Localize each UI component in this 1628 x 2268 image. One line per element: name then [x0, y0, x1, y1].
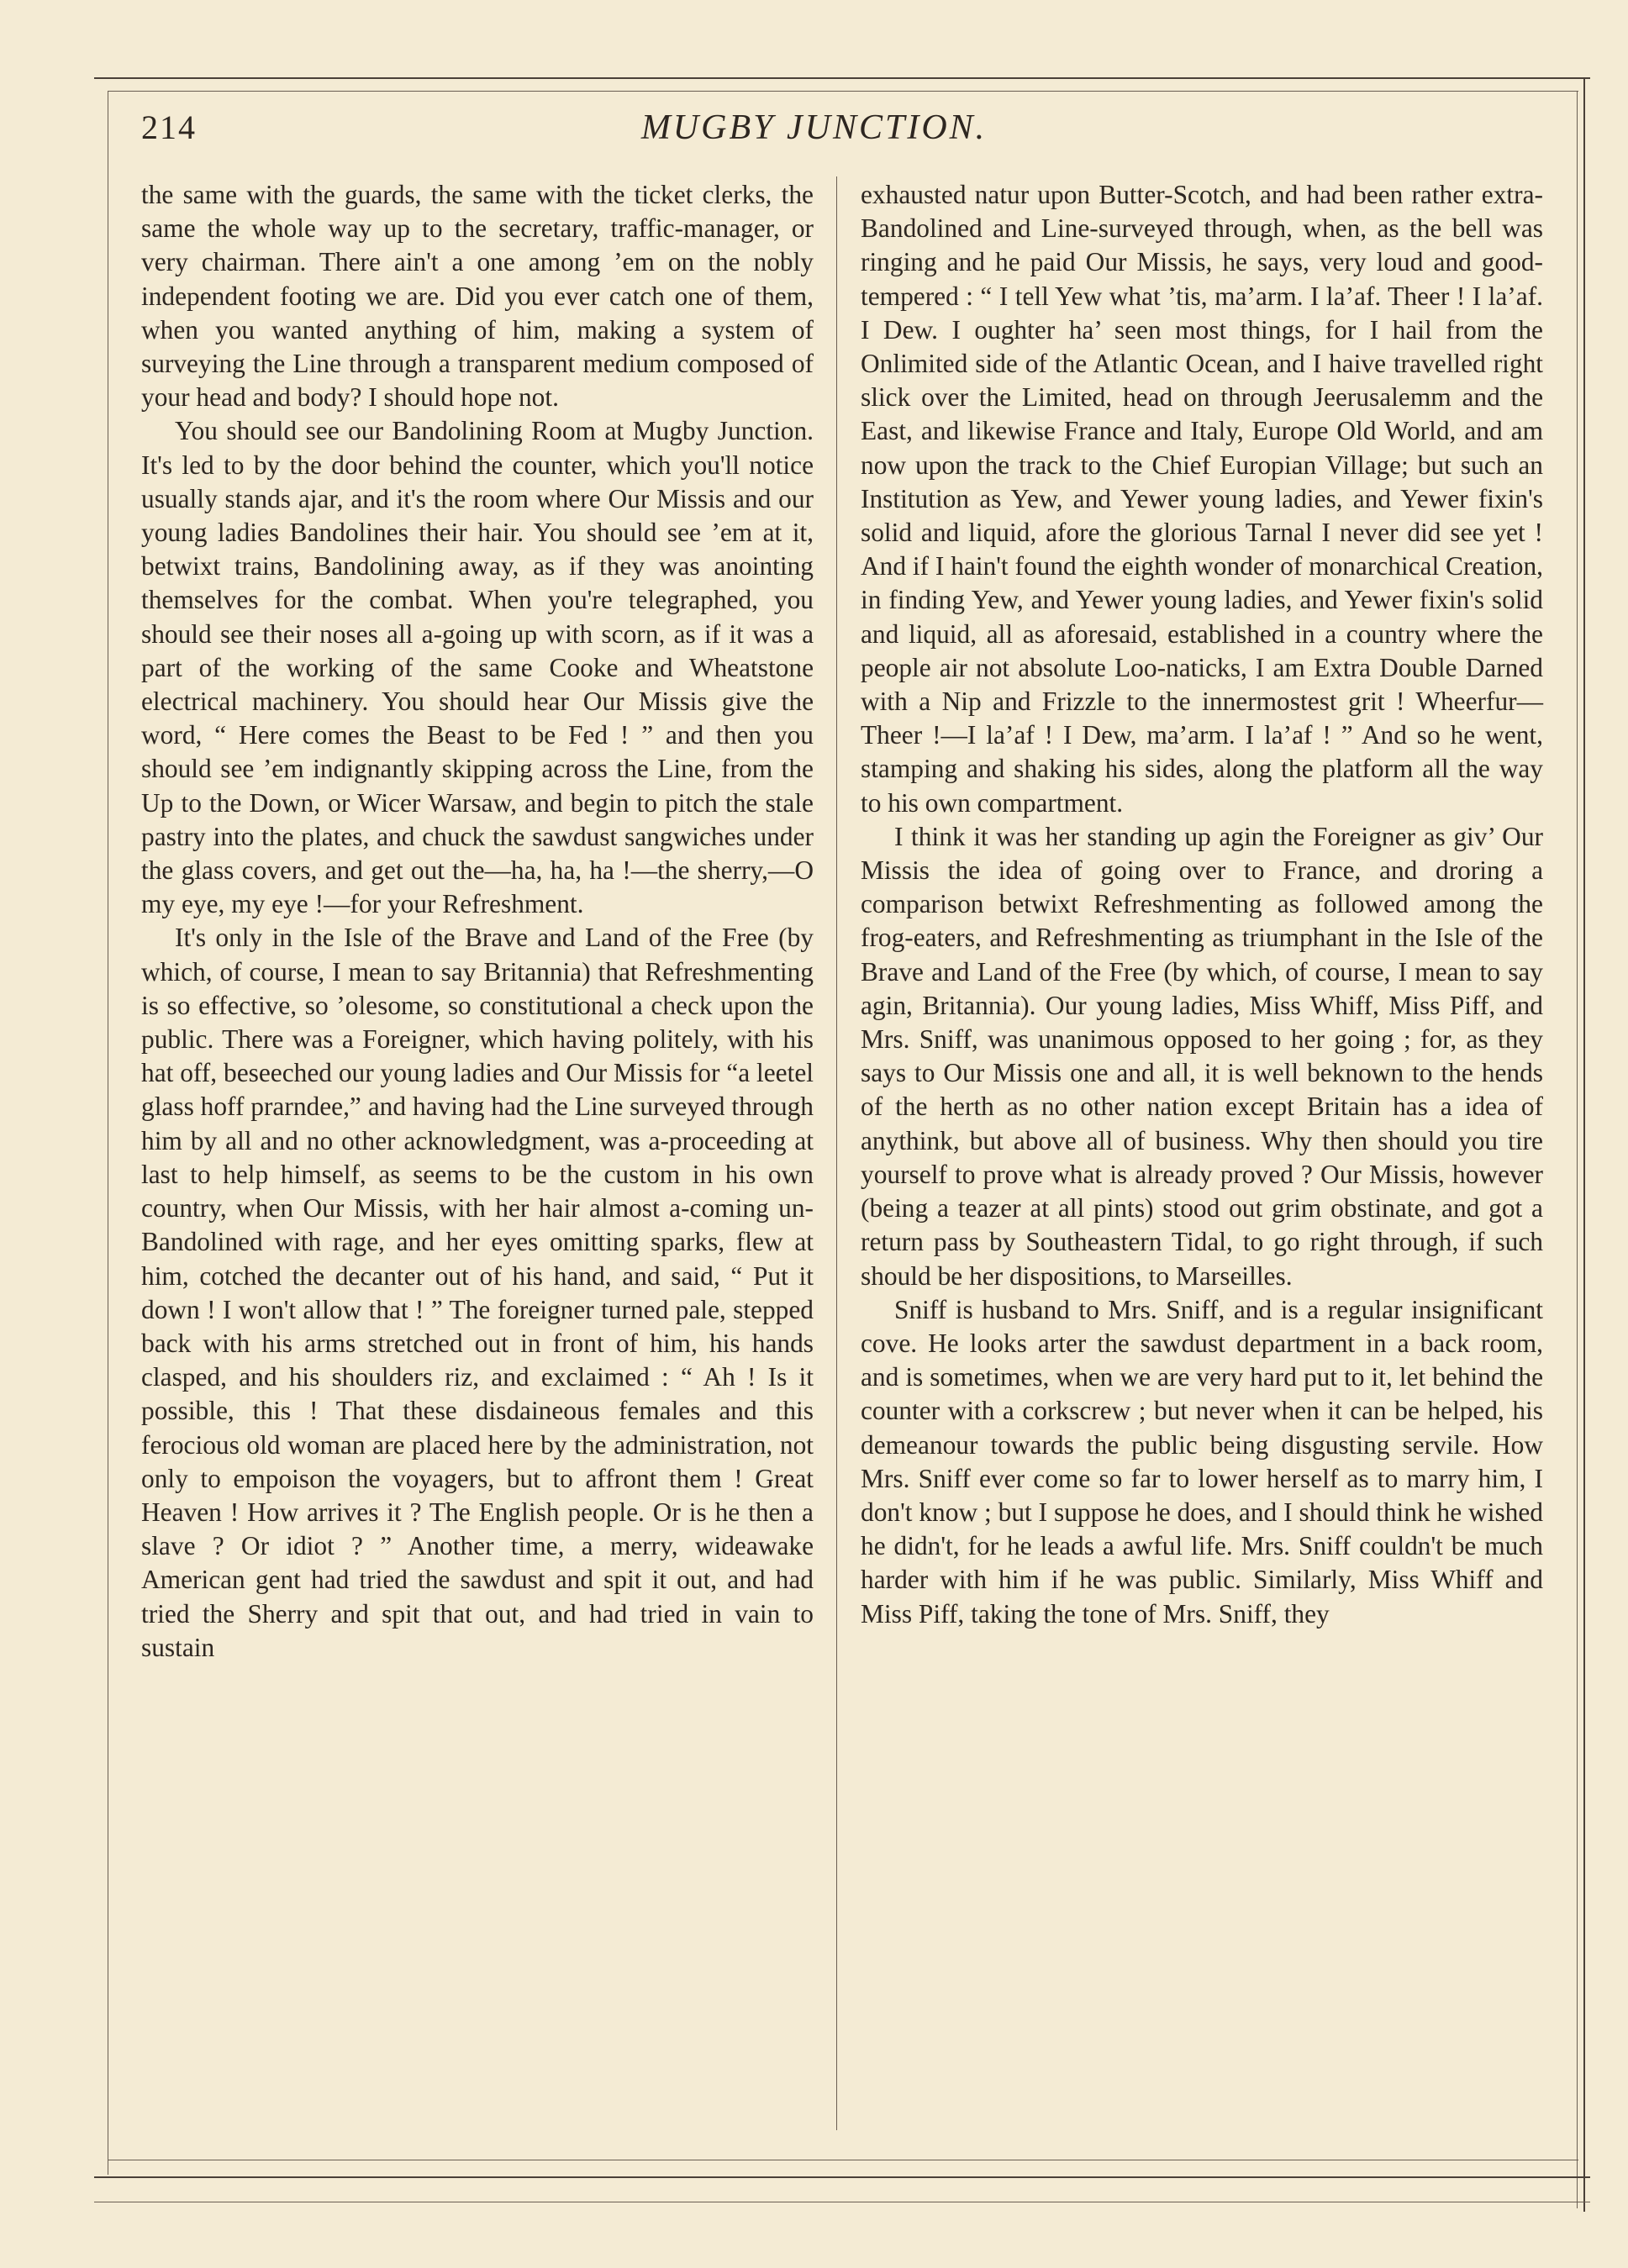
paragraph: the same with the guards, the same with the ticket clerks, the same the whole way up to the secretary, traffic-manager, or very chairman. There ain't a one among ’em on the nobly independent footing we are. Did you ever catch one of them, when you wanted anything of him, making a system of surveying the Line through a transparent medium composed of your head and body? I should hope not.	[141, 180, 814, 413]
right-column	[861, 178, 1543, 1631]
page-border-bottom	[94, 2176, 1590, 2178]
column-divider	[836, 176, 837, 2130]
running-title: MUGBY JUNCTION.	[640, 108, 988, 147]
page-border-right-inner	[1577, 91, 1578, 2208]
page-border-right	[1583, 77, 1585, 2212]
paragraph: exhausted natur upon Butter-Scotch, and had been rather extra-Bandolined and Line-surveyed through, when, as the bell was ringing and he paid Our Missis, he says, very loud and good-tempered : “ I tell Yew what ’tis, ma’arm. I la’af. Theer ! I la’af. I Dew. I oughter ha’ seen most things, for I hail from the Onlimited side of the Atlantic Ocean, and I haive travelled right slick over the Limited, head on through Jeerusalemm and the East, and likewise France and Italy, Europe Old World, and am now upon the track to the Chief Europian Village; but such an Institution as Yew, and Yewer young ladies, and Yewer fixin's solid and liquid, afore the glorious Tarnal I never did see yet ! And if I hain't found the eighth wonder of monarchical Creation, in finding Yew, and Yewer young ladies, and Yewer fixin's solid and liquid, all as aforesaid, established in a country where the people air not absolute Loo-naticks, I am Extra Double Darned with a Nip and Frizzle to the innermostest grit ! Wheerfur—Theer !—I la’af ! I Dew, ma’arm. I la’af ! ” And so he went, stamping and shaking his sides, along the platform all the way to his own compartment.	[861, 180, 1543, 818]
page-border-top-inner	[108, 91, 1578, 92]
left-column	[141, 178, 814, 1665]
paragraph: Sniff is husband to Mrs. Sniff, and is a regular insignificant cove. He looks arter the sawdust department in a back room, and is sometimes, when we are very hard put to it, let behind the counter with a corkscrew ; but never when it can be helped, his demeanour towards the public being disgusting servile. How Mrs. Sniff ever come so far to lower herself as to marry him, I don't know ; but I suppose he does, and I should think he wished he didn't, for he leads a awful life. Mrs. Sniff couldn't be much harder with him if he was public. Similarly, Miss Whiff and Miss Piff, taking the tone of Mrs. Sniff, they	[861, 1294, 1543, 1629]
paragraph: I think it was her standing up agin the Foreigner as giv’ Our Missis the idea of going over to France, and droring a comparison betwixt Refreshmenting as followed among the frog-eaters, and Refreshmenting as triumphant in the Isle of the Brave and Land of the Free (by which, of course, I mean to say agin, Britannia). Our young ladies, Miss Whiff, Miss Piff, and Mrs. Sniff, was unanimous opposed to her going ; for, as they says to Our Missis one and all, it is well beknown to the hends of the herth as no other nation except Britain has a idea of anythink, but above all of business. Why then should you tire yourself to prove what is already proved ? Our Missis, however (being a teazer at all pints) stood out grim obstinate, and got a return pass by Southeastern Tidal, to go right through, if such should be her dispositions, to Marseilles.	[861, 821, 1543, 1291]
page-border-top	[94, 77, 1590, 79]
paragraph: You should see our Bandolining Room at Mugby Junction. It's led to by the door behind the counter, which you'll notice usually stands ajar, and it's the room where Our Missis and our young ladies Bandolines their hair. You should see ’em at it, betwixt trains, Bandolining away, as if they was anointing themselves for the combat. When you're telegraphed, you should see their noses all a-going up with scorn, as if it was a part of the working of the same Cooke and Wheatstone electrical machinery. You should hear Our Missis give the word, “ Here comes the Beast to be Fed ! ” and then you should see ’em indignantly skipping across the Line, from the Up to the Down, or Wicer Warsaw, and begin to pitch the stale pastry into the plates, and chuck the sawdust sangwiches under the glass covers, and get out the—ha, ha, ha !—the sherry,—O my eye, my eye !—for your Refreshment.	[141, 416, 814, 919]
paragraph: It's only in the Isle of the Brave and Land of the Free (by which, of course, I mean to say Britannia) that Refreshmenting is so effective, so ’olesome, so constitutional a check upon the public. There was a Foreigner, which having politely, with his hat off, beseeched our young ladies and Our Missis for “a leetel glass hoff prarndee,” and having had the Line surveyed through him by all and no other acknowledgment, was a-proceeding at last to help himself, as seems to be the custom in his own country, when Our Missis, with her hair almost a-coming un-Bandolined with rage, and her eyes omitting sparks, flew at him, cotched the decanter out of his hand, and said, “ Put it down ! I won't allow that ! ” The foreigner turned pale, stepped back with his arms stretched out in front of him, his hands clasped, and his shoulders riz, and exclaimed : “ Ah ! Is it possible, this ! That these disdaineous females and this ferocious old woman are placed here by the administration, not only to empoison the voyagers, but to affront them ! Great Heaven ! How arrives it ? The English people. Or is he then a slave ? Or idiot ? ” Another time, a merry, wideawake American gent had tried the sawdust and spit it out, and had tried the Sherry and spit that out, and had tried in vain to sustain	[141, 923, 814, 1662]
page-number: 214	[141, 108, 197, 146]
